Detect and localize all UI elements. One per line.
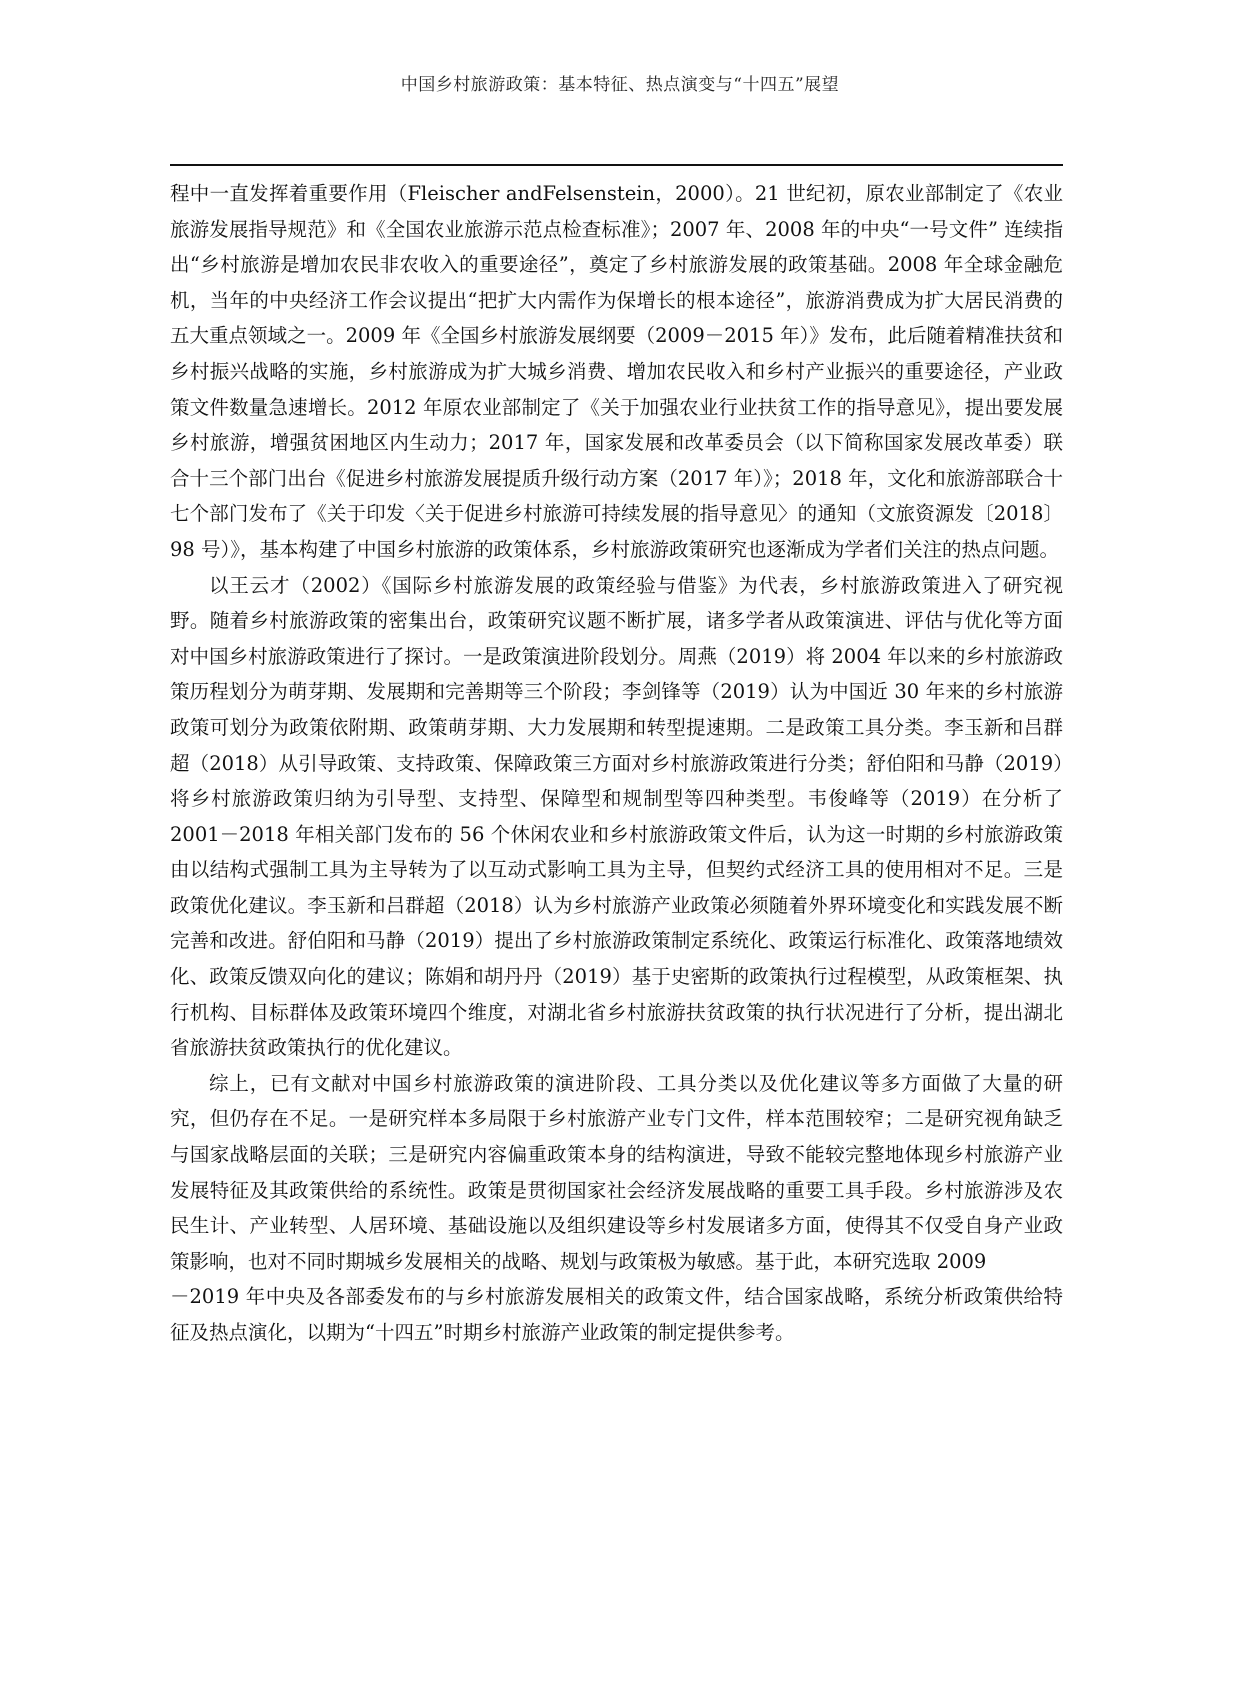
body-text — [170, 176, 1063, 1351]
running-header: 中国乡村旅游政策：基本特征、热点演变与“十四五”展望 — [400, 75, 840, 95]
paragraph-summary-continued: －2019 年中央及各部委发布的与乡村旅游发展相关的政策文件，结合国家战略，系统分析政策供给特征及热点演化，以期为“十四五”时期乡村旅游产业政策的制定提供参考。 — [170, 1285, 1063, 1344]
header-rule — [170, 164, 1063, 166]
paragraph-literature-review: 以王云才（2002）《国际乡村旅游发展的政策经验与借鉴》为代表，乡村旅游政策进入了研究视野。随着乡村旅游政策的密集出台，政策研究议题不断扩展，诸多学者从政策演进、评估与优化等方面对中国乡村旅游政策进行了探讨。一是政策演进阶段划分。周燕（2019）将 2004 年以来的乡村旅游政策历程划分为萌芽期、发展期和完善期等三个阶段；李剑锋等（2019）认为中国近 30 年来的乡村旅游政策可划分为政策依附期、政策萌芽期、大力发展期和转型提速期。二是政策工具分类。李玉新和吕群超（2018）从引导政策、支持政策、保障政策三方面对乡村旅游政策进行分类；舒伯阳和马静（2019）将乡村旅游政策归纳为引导型、支持型、保障型和规制型等四种类型。韦俊峰等（2019）在分析了 2001－2018 年相关部门发布的 56 个休闲农业和乡村旅游政策文件后，认为这一时期的乡村旅游政策由以结构式强制工具为主导转为了以互动式影响工具为主导，但契约式经济工具的使用相对不足。三是政策优化建议。李玉新和吕群超（2018）认为乡村旅游产业政策必须随着外界环境变化和实践发展不断完善和改进。舒伯阳和马静（2019）提出了乡村旅游政策制定系统化、政策运行标准化、政策落地绩效化、政策反馈双向化的建议；陈娟和胡丹丹（2019）基于史密斯的政策执行过程模型，从政策框架、执行机构、目标群体及政策环境四个维度，对湖北省乡村旅游扶贫政策的执行状况进行了分析，提出湖北省旅游扶贫政策执行的优化建议。 — [170, 573, 1063, 1060]
paragraph-continued: 程中一直发挥着重要作用（Fleischer andFelsenstein，2000）。21 世纪初，原农业部制定了《农业旅游发展指导规范》和《全国农业旅游示范点检查标准》；2007 年、2008 年的中央“一号文件” 连续指出“乡村旅游是增加农民非农收入的重要途径”，奠定了乡村旅游发展的政策基础。2008 年全球金融危机，当年的中央经济工作会议提出“把扩大内需作为保增长的根本途径”，旅游消费成为扩大居民消费的五大重点领域之一。2009 年《全国乡村旅游发展纲要（2009－2015 年）》发布，此后随着精准扶贫和乡村振兴战略的实施，乡村旅游成为扩大城乡消费、增加农民收入和乡村产业振兴的重要途径，产业政策文件数量急速增长。2012 年原农业部制定了《关于加强农业行业扶贫工作的指导意见》，提出要发展乡村旅游，增强贫困地区内生动力；2017 年，国家发展和改革委员会（以下简称国家发展改革委）联合十三个部门出台《促进乡村旅游发展提质升级行动方案（2017 年）》；2018 年，文化和旅游部联合十七个部门发布了《关于印发〈关于促进乡村旅游可持续发展的指导意见〉的通知（文旅资源发〔2018〕98 号）》，基本构建了中国乡村旅游的政策体系，乡村旅游政策研究也逐渐成为学者们关注的热点问题。 — [170, 182, 1063, 561]
paragraph-summary: 综上，已有文献对中国乡村旅游政策的演进阶段、工具分类以及优化建议等多方面做了大量的研究，但仍存在不足。一是研究样本多局限于乡村旅游产业专门文件，样本范围较窄；二是研究视角缺乏与国家战略层面的关联；三是研究内容偏重政策本身的结构演进，导致不能较完整地体现乡村旅游产业发展特征及其政策供给的系统性。政策是贯彻国家社会经济发展战略的重要工具手段。乡村旅游涉及农民生计、产业转型、人居环境、基础设施以及组织建设等乡村发展诸多方面，使得其不仅受自身产业政策影响，也对不同时期城乡发展相关的战略、规划与政策极为敏感。基于此，本研究选取 2009 — [170, 1071, 1063, 1273]
